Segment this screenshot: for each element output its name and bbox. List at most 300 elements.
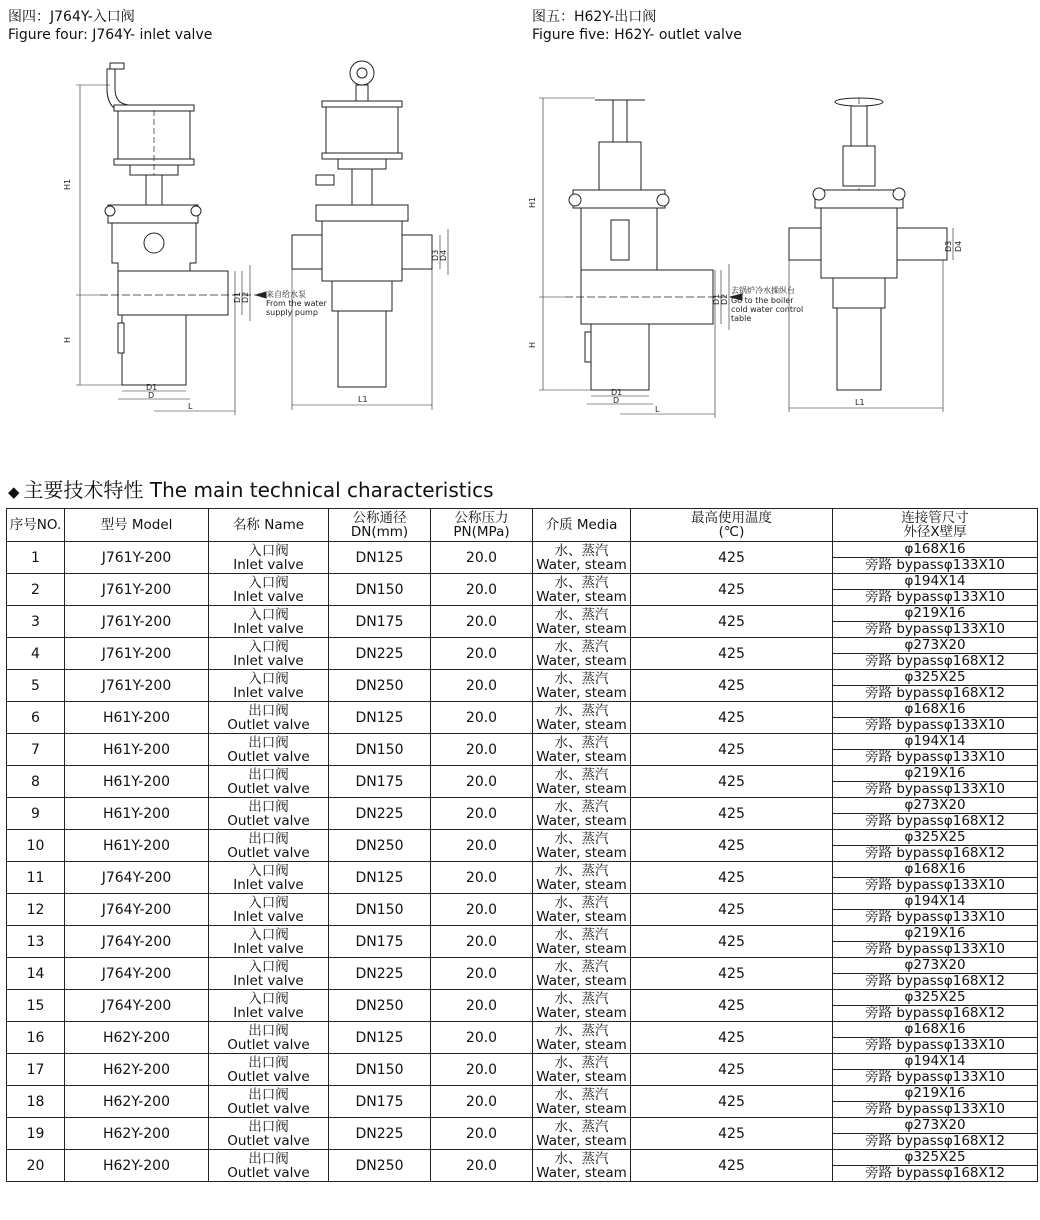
pipe-bypass-size: 旁路 bypassφ133X10 <box>865 1069 1005 1085</box>
cell-no: 16 <box>7 1022 65 1054</box>
cell-media-en: Water, steam <box>536 972 627 989</box>
cell-pn: 20.0 <box>431 958 533 990</box>
cell-name-zh: 出口阀 <box>248 1022 289 1039</box>
header-pn-line2: PN(MPa) <box>453 524 510 540</box>
outlet-valve-side-view <box>789 98 953 412</box>
header-dn <box>329 509 431 542</box>
table-body <box>7 542 1038 1182</box>
cell-media <box>533 1022 631 1054</box>
cell-name-zh: 入口阀 <box>248 638 289 655</box>
fig5-note-en3: table <box>731 314 752 323</box>
cell-media <box>533 958 631 990</box>
table-row <box>7 734 1038 766</box>
cell-pipe-size <box>833 1022 1038 1054</box>
cell-temp: 425 <box>631 830 833 862</box>
fig5-note-zh: 去锅炉冷水操纵台 <box>731 286 795 295</box>
cell-no: 13 <box>7 926 65 958</box>
cell-dn: DN150 <box>329 894 431 926</box>
pipe-main-size: φ219X16 <box>833 1086 1037 1102</box>
cell-model: J761Y-200 <box>65 638 209 670</box>
cell-name-zh: 出口阀 <box>248 830 289 847</box>
cell-media <box>533 830 631 862</box>
cell-temp: 425 <box>631 894 833 926</box>
cell-pipe-size <box>833 1150 1038 1182</box>
cell-name <box>209 990 329 1022</box>
cell-media <box>533 638 631 670</box>
cell-temp: 425 <box>631 766 833 798</box>
cell-dn: DN125 <box>329 542 431 574</box>
pipe-bypass-size: 旁路 bypassφ168X12 <box>865 845 1005 861</box>
cell-name <box>209 830 329 862</box>
fig4-h-label: H <box>63 336 72 343</box>
header-name-line1: 名称 Name <box>232 517 305 533</box>
table-row <box>7 958 1038 990</box>
cell-media-zh: 水、蒸汽 <box>554 1118 609 1135</box>
pipe-bypass-size: 旁路 bypassφ133X10 <box>865 749 1005 765</box>
cell-pn: 20.0 <box>431 926 533 958</box>
cell-pn: 20.0 <box>431 862 533 894</box>
cell-media-zh: 水、蒸汽 <box>554 1054 609 1071</box>
cell-temp: 425 <box>631 862 833 894</box>
cell-temp: 425 <box>631 1022 833 1054</box>
cell-name-zh: 出口阀 <box>248 798 289 815</box>
cell-model: J764Y-200 <box>65 990 209 1022</box>
cell-no: 5 <box>7 670 65 702</box>
cell-model: J761Y-200 <box>65 542 209 574</box>
cell-name <box>209 894 329 926</box>
cell-media-zh: 水、蒸汽 <box>554 798 609 815</box>
cell-dn: DN250 <box>329 670 431 702</box>
cell-no: 1 <box>7 542 65 574</box>
header-name <box>209 509 329 542</box>
cell-pn: 20.0 <box>431 574 533 606</box>
pipe-bypass-size: 旁路 bypassφ133X10 <box>865 1037 1005 1053</box>
fig4-d2-label: D2 <box>241 291 250 303</box>
cell-name-en: Outlet valve <box>227 1036 310 1053</box>
cell-no: 10 <box>7 830 65 862</box>
cell-name <box>209 1054 329 1086</box>
cell-temp: 425 <box>631 926 833 958</box>
fig5-l-label: L <box>655 405 660 414</box>
pipe-main-size: φ273X20 <box>833 958 1037 974</box>
fig4-l-label: L <box>188 402 193 411</box>
figure-four-title-zh: 图四：J764Y-入口阀 <box>8 9 135 25</box>
cell-name-zh: 入口阀 <box>248 574 289 591</box>
table-row <box>7 830 1038 862</box>
cell-media-zh: 水、蒸汽 <box>554 702 609 719</box>
table-row <box>7 606 1038 638</box>
cell-name <box>209 734 329 766</box>
cell-name-en: Outlet valve <box>227 780 310 797</box>
header-pn <box>431 509 533 542</box>
fig5-d4-label: D4 <box>954 240 963 252</box>
cell-temp: 425 <box>631 1054 833 1086</box>
cell-name-en: Outlet valve <box>227 1132 310 1149</box>
cell-no: 9 <box>7 798 65 830</box>
cell-no: 6 <box>7 702 65 734</box>
cell-media-en: Water, steam <box>536 876 627 893</box>
section-title: 主要技术特性 The main technical characteristics <box>23 478 494 502</box>
fig5-d2-label: D2 <box>720 293 729 305</box>
cell-media-zh: 水、蒸汽 <box>554 926 609 943</box>
pipe-bypass-size: 旁路 bypassφ168X12 <box>865 653 1005 669</box>
cell-pn: 20.0 <box>431 702 533 734</box>
spec-table <box>6 508 1038 1182</box>
cell-dn: DN225 <box>329 958 431 990</box>
header-no-line1: 序号NO. <box>9 517 62 533</box>
table-row <box>7 766 1038 798</box>
fig5-h1-label: H1 <box>528 196 537 208</box>
cell-media-en: Water, steam <box>536 748 627 765</box>
cell-media-en: Water, steam <box>536 1132 627 1149</box>
table-row <box>7 990 1038 1022</box>
fig5-note-en2: cold water control <box>731 305 804 314</box>
cell-no: 7 <box>7 734 65 766</box>
cell-media-zh: 水、蒸汽 <box>554 958 609 975</box>
cell-media-zh: 水、蒸汽 <box>554 606 609 623</box>
figure-five-title-zh: 图五：H62Y-出口阀 <box>532 9 657 25</box>
cell-media-zh: 水、蒸汽 <box>554 1022 609 1039</box>
cell-temp: 425 <box>631 958 833 990</box>
diamond-icon: ◆ <box>8 483 20 501</box>
cell-temp: 425 <box>631 542 833 574</box>
cell-pn: 20.0 <box>431 798 533 830</box>
pipe-main-size: φ168X16 <box>833 1022 1037 1038</box>
cell-pn: 20.0 <box>431 542 533 574</box>
cell-no: 14 <box>7 958 65 990</box>
figure-five-caption <box>532 8 742 44</box>
header-temp-line1: 最高使用温度 <box>691 510 772 526</box>
cell-temp: 425 <box>631 798 833 830</box>
cell-model: H62Y-200 <box>65 1118 209 1150</box>
cell-media-en: Water, steam <box>536 908 627 925</box>
cell-media-en: Water, steam <box>536 1100 627 1117</box>
cell-name <box>209 1022 329 1054</box>
cell-name-zh: 入口阀 <box>248 990 289 1007</box>
pipe-bypass-size: 旁路 bypassφ168X12 <box>865 1165 1005 1181</box>
fig4-d4-label: D4 <box>439 249 448 261</box>
cell-media-en: Water, steam <box>536 812 627 829</box>
cell-name-zh: 入口阀 <box>248 606 289 623</box>
cell-dn: DN225 <box>329 638 431 670</box>
cell-model: J761Y-200 <box>65 574 209 606</box>
cell-pipe-size <box>833 574 1038 606</box>
header-pipe-size-line2: 外径X壁厚 <box>903 524 967 540</box>
cell-media-en: Water, steam <box>536 1036 627 1053</box>
cell-temp: 425 <box>631 1086 833 1118</box>
cell-name <box>209 1118 329 1150</box>
cell-dn: DN175 <box>329 1086 431 1118</box>
cell-dn: DN250 <box>329 1150 431 1182</box>
table-row <box>7 1022 1038 1054</box>
fig5-d1b-label: D1 <box>611 388 623 397</box>
pipe-main-size: φ219X16 <box>833 766 1037 782</box>
cell-model: H61Y-200 <box>65 734 209 766</box>
cell-temp: 425 <box>631 990 833 1022</box>
cell-media <box>533 766 631 798</box>
cell-pipe-size <box>833 1118 1038 1150</box>
cell-media-zh: 水、蒸汽 <box>554 670 609 687</box>
section-heading <box>8 474 494 503</box>
table-row <box>7 894 1038 926</box>
cell-name-en: Inlet valve <box>233 908 304 925</box>
cell-media-zh: 水、蒸汽 <box>554 542 609 559</box>
cell-media <box>533 926 631 958</box>
cell-dn: DN250 <box>329 830 431 862</box>
cell-name <box>209 638 329 670</box>
cell-name-zh: 出口阀 <box>248 734 289 751</box>
cell-name <box>209 542 329 574</box>
cell-dn: DN150 <box>329 734 431 766</box>
cell-media-zh: 水、蒸汽 <box>554 990 609 1007</box>
cell-media <box>533 542 631 574</box>
cell-pipe-size <box>833 798 1038 830</box>
cell-media-en: Water, steam <box>536 684 627 701</box>
cell-name-en: Outlet valve <box>227 812 310 829</box>
fig4-h1-label: H1 <box>63 178 72 190</box>
cell-media <box>533 990 631 1022</box>
table-row <box>7 574 1038 606</box>
cell-temp: 425 <box>631 734 833 766</box>
table-row <box>7 926 1038 958</box>
cell-name <box>209 926 329 958</box>
cell-model: H62Y-200 <box>65 1150 209 1182</box>
cell-name-zh: 入口阀 <box>248 958 289 975</box>
cell-model: J764Y-200 <box>65 894 209 926</box>
cell-pipe-size <box>833 542 1038 574</box>
table-row <box>7 1054 1038 1086</box>
cell-media-zh: 水、蒸汽 <box>554 830 609 847</box>
cell-media-en: Water, steam <box>536 652 627 669</box>
cell-media <box>533 798 631 830</box>
cell-pn: 20.0 <box>431 638 533 670</box>
cell-pn: 20.0 <box>431 990 533 1022</box>
cell-model: H62Y-200 <box>65 1086 209 1118</box>
cell-pipe-size <box>833 926 1038 958</box>
cell-no: 8 <box>7 766 65 798</box>
cell-media-zh: 水、蒸汽 <box>554 766 609 783</box>
cell-temp: 425 <box>631 670 833 702</box>
cell-pipe-size <box>833 766 1038 798</box>
cell-model: J764Y-200 <box>65 862 209 894</box>
header-temp-line2: (℃) <box>718 524 745 540</box>
cell-name <box>209 670 329 702</box>
cell-model: H61Y-200 <box>65 830 209 862</box>
cell-pipe-size <box>833 1054 1038 1086</box>
cell-name <box>209 574 329 606</box>
cell-name-en: Inlet valve <box>233 876 304 893</box>
cell-media <box>533 734 631 766</box>
cell-pn: 20.0 <box>431 894 533 926</box>
header-temp <box>631 509 833 542</box>
figure-five-title-en: Figure five: H62Y- outlet valve <box>532 27 742 43</box>
pipe-main-size: φ325X25 <box>833 1150 1037 1166</box>
header-pipe-size <box>833 509 1038 542</box>
cell-pipe-size <box>833 894 1038 926</box>
cell-model: H61Y-200 <box>65 702 209 734</box>
cell-media <box>533 574 631 606</box>
cell-media-en: Water, steam <box>536 1068 627 1085</box>
header-pipe-size-line1: 连接管尺寸 <box>901 510 969 526</box>
cell-no: 15 <box>7 990 65 1022</box>
cell-media-en: Water, steam <box>536 620 627 637</box>
cell-pipe-size <box>833 958 1038 990</box>
cell-media-zh: 水、蒸汽 <box>554 894 609 911</box>
cell-pipe-size <box>833 830 1038 862</box>
fig4-l1-label: L1 <box>358 395 368 404</box>
cell-name-en: Outlet valve <box>227 844 310 861</box>
table-row <box>7 1150 1038 1182</box>
cell-dn: DN175 <box>329 606 431 638</box>
cell-model: H61Y-200 <box>65 798 209 830</box>
cell-name-zh: 入口阀 <box>248 926 289 943</box>
fig5-d3-label: D3 <box>944 240 953 252</box>
pipe-main-size: φ194X14 <box>833 734 1037 750</box>
cell-pipe-size <box>833 670 1038 702</box>
cell-name <box>209 798 329 830</box>
table-header <box>7 509 1038 542</box>
cell-media <box>533 862 631 894</box>
cell-name-en: Inlet valve <box>233 620 304 637</box>
cell-media-en: Water, steam <box>536 780 627 797</box>
cell-pn: 20.0 <box>431 1086 533 1118</box>
cell-name-zh: 入口阀 <box>248 862 289 879</box>
cell-no: 20 <box>7 1150 65 1182</box>
cell-name-zh: 出口阀 <box>248 766 289 783</box>
cell-pipe-size <box>833 606 1038 638</box>
cell-model: J761Y-200 <box>65 670 209 702</box>
fig4-note-zh: 来自给水泵 <box>266 290 306 299</box>
cell-media-en: Water, steam <box>536 940 627 957</box>
header-pn-line1: 公称压力 <box>454 510 509 526</box>
cell-model: H62Y-200 <box>65 1054 209 1086</box>
cell-name-en: Inlet valve <box>233 940 304 957</box>
cell-pn: 20.0 <box>431 1150 533 1182</box>
cell-media <box>533 1086 631 1118</box>
cell-media <box>533 702 631 734</box>
cell-no: 4 <box>7 638 65 670</box>
cell-dn: DN175 <box>329 926 431 958</box>
cell-pipe-size <box>833 734 1038 766</box>
header-dn-line1: 公称通径 <box>352 510 407 526</box>
cell-dn: DN150 <box>329 1054 431 1086</box>
table-row <box>7 670 1038 702</box>
pipe-bypass-size: 旁路 bypassφ133X10 <box>865 781 1005 797</box>
cell-temp: 425 <box>631 574 833 606</box>
pipe-main-size: φ194X14 <box>833 574 1037 590</box>
cell-dn: DN125 <box>329 862 431 894</box>
cell-temp: 425 <box>631 1150 833 1182</box>
pipe-bypass-size: 旁路 bypassφ133X10 <box>865 877 1005 893</box>
cell-media <box>533 1118 631 1150</box>
cell-media-zh: 水、蒸汽 <box>554 574 609 591</box>
cell-pn: 20.0 <box>431 766 533 798</box>
figure-four-drawing <box>60 55 480 425</box>
cell-media <box>533 1150 631 1182</box>
cell-dn: DN150 <box>329 574 431 606</box>
cell-no: 11 <box>7 862 65 894</box>
cell-no: 2 <box>7 574 65 606</box>
fig4-d-label: D <box>148 391 155 400</box>
cell-name-en: Inlet valve <box>233 652 304 669</box>
cell-name-en: Inlet valve <box>233 684 304 701</box>
pipe-main-size: φ168X16 <box>833 542 1037 558</box>
cell-media-en: Water, steam <box>536 1164 627 1181</box>
cell-name-en: Outlet valve <box>227 748 310 765</box>
cell-pipe-size <box>833 702 1038 734</box>
cell-model: J761Y-200 <box>65 606 209 638</box>
cell-dn: DN125 <box>329 702 431 734</box>
cell-no: 3 <box>7 606 65 638</box>
fig4-d1-label: D1 <box>233 291 242 303</box>
header-dn-line2: DN(mm) <box>350 524 409 540</box>
pipe-main-size: φ273X20 <box>833 1118 1037 1134</box>
figure-four-title-en: Figure four: J764Y- inlet valve <box>8 27 213 43</box>
table-row <box>7 638 1038 670</box>
cell-media-en: Water, steam <box>536 588 627 605</box>
table-row <box>7 862 1038 894</box>
pipe-bypass-size: 旁路 bypassφ133X10 <box>865 589 1005 605</box>
cell-temp: 425 <box>631 638 833 670</box>
cell-pn: 20.0 <box>431 670 533 702</box>
cell-name <box>209 1086 329 1118</box>
pipe-main-size: φ168X16 <box>833 862 1037 878</box>
cell-name-en: Outlet valve <box>227 1164 310 1181</box>
cell-name-en: Inlet valve <box>233 1004 304 1021</box>
header-model <box>65 509 209 542</box>
cell-name-zh: 入口阀 <box>248 670 289 687</box>
cell-name-zh: 出口阀 <box>248 1086 289 1103</box>
cell-dn: DN125 <box>329 1022 431 1054</box>
cell-model: J764Y-200 <box>65 926 209 958</box>
fig4-d3-label: D3 <box>431 249 440 261</box>
pipe-bypass-size: 旁路 bypassφ168X12 <box>865 1133 1005 1149</box>
cell-media-en: Water, steam <box>536 556 627 573</box>
cell-no: 17 <box>7 1054 65 1086</box>
cell-media <box>533 1054 631 1086</box>
pipe-main-size: φ325X25 <box>833 670 1037 686</box>
pipe-bypass-size: 旁路 bypassφ133X10 <box>865 717 1005 733</box>
cell-media <box>533 606 631 638</box>
cell-model: H62Y-200 <box>65 1022 209 1054</box>
cell-pn: 20.0 <box>431 1022 533 1054</box>
pipe-bypass-size: 旁路 bypassφ133X10 <box>865 557 1005 573</box>
header-model-line1: 型号 Model <box>100 517 173 533</box>
table-row <box>7 798 1038 830</box>
cell-model: H61Y-200 <box>65 766 209 798</box>
cell-no: 19 <box>7 1118 65 1150</box>
table-row <box>7 702 1038 734</box>
pipe-bypass-size: 旁路 bypassφ168X12 <box>865 1005 1005 1021</box>
fig5-d-label: D <box>613 396 620 405</box>
cell-media-en: Water, steam <box>536 1004 627 1021</box>
cell-name <box>209 862 329 894</box>
table-row <box>7 1118 1038 1150</box>
cell-name <box>209 1150 329 1182</box>
header-media <box>533 509 631 542</box>
cell-pipe-size <box>833 862 1038 894</box>
cell-no: 18 <box>7 1086 65 1118</box>
cell-name-zh: 出口阀 <box>248 702 289 719</box>
header-media-line1: 介质 Media <box>545 517 618 533</box>
table-row <box>7 542 1038 574</box>
pipe-bypass-size: 旁路 bypassφ168X12 <box>865 685 1005 701</box>
fig5-d1-label: D1 <box>712 293 721 305</box>
cell-media-zh: 水、蒸汽 <box>554 638 609 655</box>
table-row <box>7 1086 1038 1118</box>
cell-name-en: Outlet valve <box>227 1068 310 1085</box>
cell-media-en: Water, steam <box>536 716 627 733</box>
